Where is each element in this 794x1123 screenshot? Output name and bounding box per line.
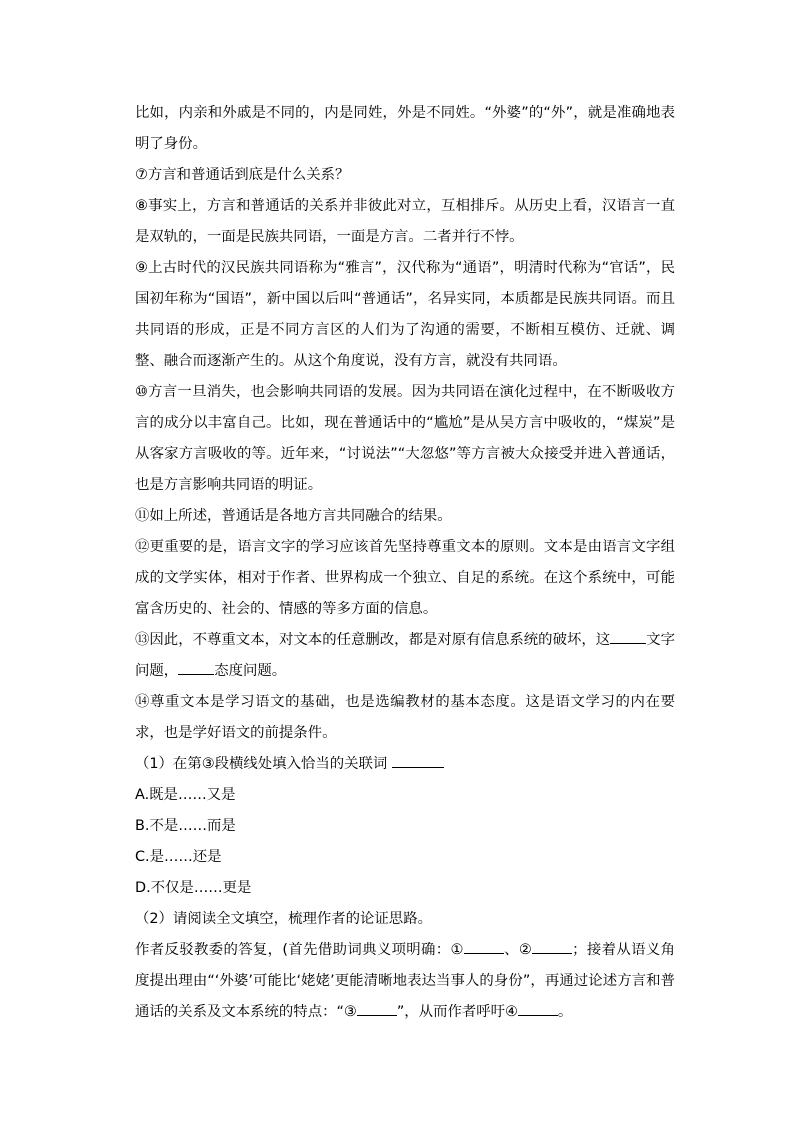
paragraph-9: ⑨上古时代的汉民族共同语称为“雅言”，汉代称为“通语”，明清时代称为“官话”，民国初年称为“国语”，新中国以后叫“普通话”，名异实同，本质都是民族共同语。而且共同语的形成，正是不同方言区的人们为了沟通的需要，不断相互模仿、迁就、调整、融合而逐渐产生的。从这个角度说，没有方言，就没有共同语。 [135, 260, 675, 369]
fill-blank-2[interactable] [178, 660, 214, 675]
q2-blank-1[interactable] [464, 939, 504, 954]
question-2-sep1: 、② [503, 942, 533, 958]
question-1 [135, 749, 675, 780]
fill-blank-1[interactable] [610, 629, 646, 644]
option-c[interactable]: C.是……还是 [135, 849, 222, 865]
question-2-part3: ”，从而作者呼吁④ [396, 1004, 518, 1020]
question-1-answer-blank[interactable] [392, 753, 444, 768]
q2-blank-4[interactable] [518, 1001, 558, 1016]
paragraph-13 [135, 625, 675, 687]
question-1-stem: （1）在第③段横线处填入恰当的关联词 [135, 756, 388, 772]
option-a[interactable]: A.既是……又是 [135, 787, 236, 803]
document-page [135, 98, 675, 1028]
paragraph-12: ⑫更重要的是，语言文字的学习应该首先坚持尊重文本的原则。文本是由语言文字组成的文学实体，相对于作者、世界构成一个独立、自足的系统。在这个系统中，可能富含历史的、社会的、情感的等多方面的信息。 [135, 539, 675, 617]
option-d[interactable]: D.不仅是……更是 [135, 880, 252, 896]
paragraph-10: ⑩方言一旦消失，也会影响共同语的发展。因为共同语在演化过程中，在不断吸收方言的成分以丰富自己。比如，现在普通话中的“尴尬”是从吴方言中吸收的，“煤炭”是从客家方言吸收的等。近年来，“讨说法”“大忽悠”等方言被大众接受并进入普通话，也是方言影响共同语的明证。 [135, 384, 675, 493]
q2-blank-3[interactable] [357, 1001, 397, 1016]
paragraph-13-part1: ⑬因此，不尊重文本，对文本的任意删改，都是对原有信息系统的破坏，这 [135, 632, 611, 648]
question-2-part1: 作者反驳教委的答复，(首先借助词典义项明确：① [135, 942, 464, 958]
option-b[interactable]: B.不是……而是 [135, 818, 236, 834]
question-2-stem: （2）请阅读全文填空，梳理作者的论证思路。 [135, 911, 432, 927]
question-2-part4: 。 [557, 1004, 573, 1020]
question-2-body [135, 935, 675, 1028]
paragraph-6-continued: 比如，内亲和外戚是不同的，内是同姓，外是不同姓。“外婆”的“外”，就是准确地表明了身份。 [135, 105, 675, 152]
paragraph-11: ⑪如上所述，普通话是各地方言共同融合的结果。 [135, 508, 452, 524]
paragraph-13-part2: 文字问题， [135, 632, 675, 679]
q2-blank-2[interactable] [532, 939, 572, 954]
paragraph-8: ⑧事实上，方言和普通话的关系并非彼此对立，互相排斥。从历史上看，汉语言一直是双轨的，一面是民族共同语，一面是方言。二者并行不悖。 [135, 198, 675, 245]
question-2-part2: ；接着从语义角度提出理由“‘外婆’可能比‘姥姥’更能清晰地表达当事人的身份”，再通过论述方言和普通话的关系及文本系统的特点：“③ [135, 942, 675, 1020]
paragraph-13-part3: 态度问题。 [214, 663, 287, 679]
paragraph-14: ⑭尊重文本是学习语文的基础，也是选编教材的基本态度。这是语文学习的内在要求，也是学好语文的前提条件。 [135, 694, 675, 741]
paragraph-7: ⑦方言和普通话到底是什么关系？ [135, 167, 350, 183]
